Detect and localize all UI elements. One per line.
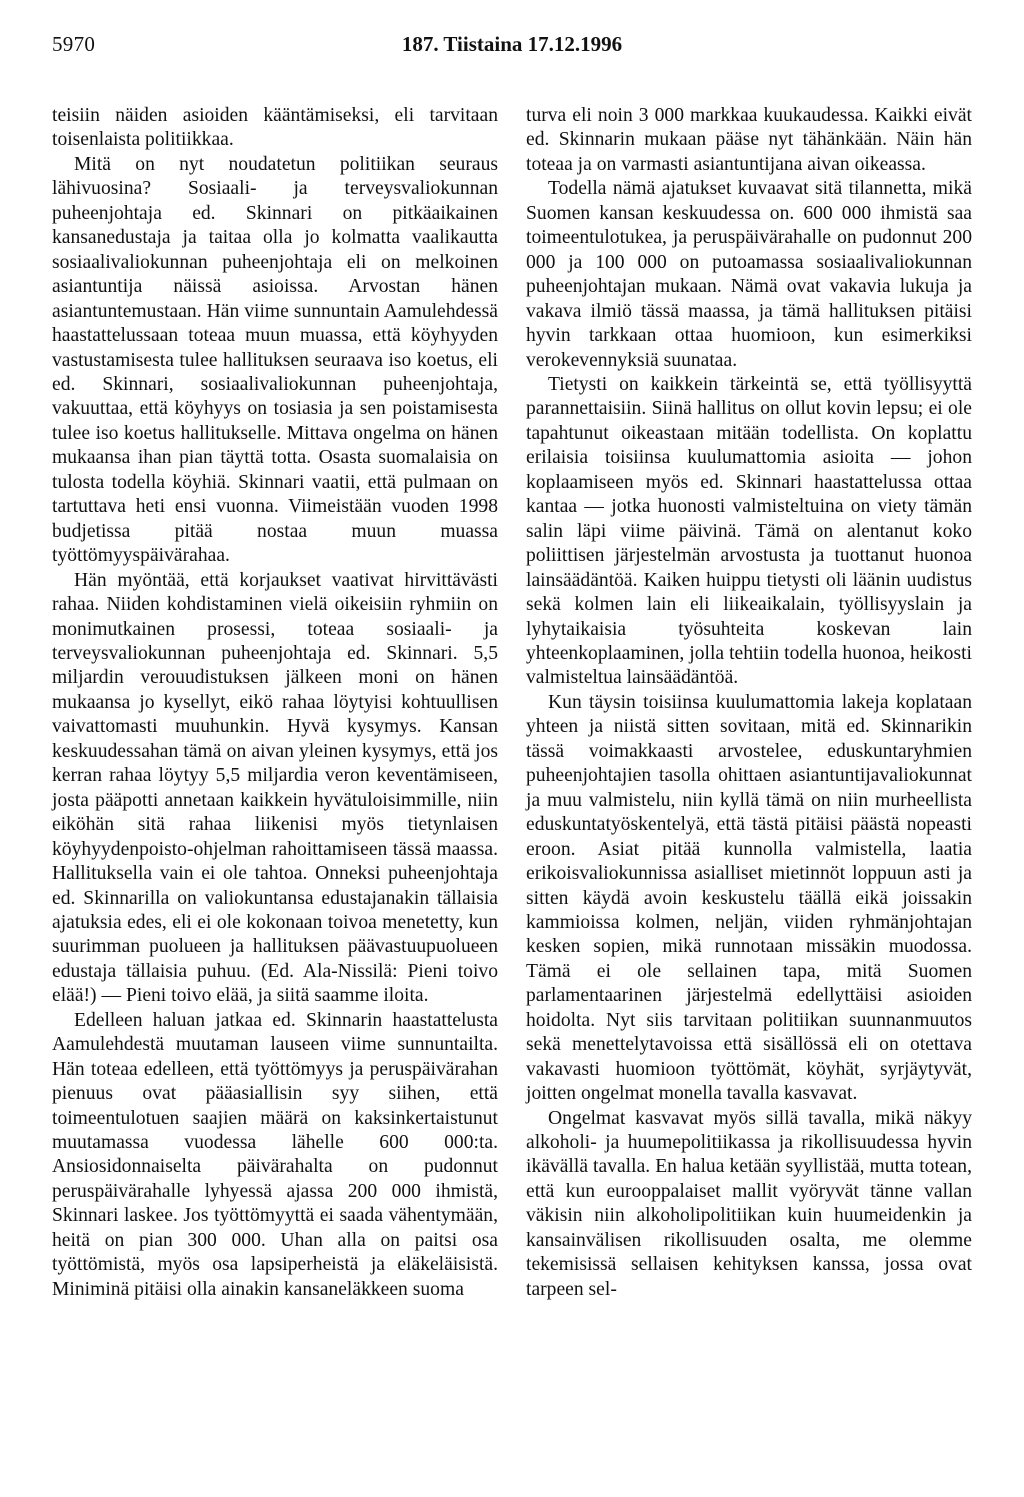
text-columns — [52, 104, 972, 1474]
paragraph: teisiin näiden asioiden kääntämiseksi, eli tarvitaan toisenlaista politiikkaa. — [52, 105, 498, 151]
paragraph: Tietysti on kaikkein tärkeintä se, että työllisyyttä parannettaisiin. Siinä hallitus on ollut kovin lepsu; ei ole tapahtunut oikeastaan mitään todellista. On koplattu erilaisia toisiinsa kuulumattomia asioita — johon koplaamiseen myös ed. Skinnari haastattelussa ottaa kantaa — jotka huonosti valmisteltuina on viety tämän salin läpi viime päivinä. Tämä on alentanut koko poliittisen järjestelmän arvostusta ja tuottanut huonoa lainsäädäntöä. Kaiken huippu tietysti oli läänin uudistus sekä kolmen lain eli liikeaikalain, työllisyyslain ja lyhytaikaisia työsuhteita koskevan lain yhteenkoplaaminen, jolla tehtiin todella huonoa, heikosti valmisteltua lainsäädäntöä. — [526, 373, 972, 689]
paragraph: Kun täysin toisiinsa kuulumattomia lakeja koplataan yhteen ja niistä sitten sovitaan, mitä ed. Skinnarikin tässä voimakkaasti arvostelee, eduskuntaryhmien puheenjohtajien tasolla ohittaen asiantuntijavaliokunnat ja muu valmistelu, niin kyllä tämä on niin murheellista eduskuntatyöskentelyä, että tästä pitäisi päästä nopeasti eroon. Asiat pitää kunnolla valmistella, laatia erikoisvaliokunnissa asialliset mietinnöt loppuun asti ja sitten käydä avoin keskustelu täällä eikä joissakin kammioissa kolmen, neljän, viiden ryhmänjohtajan kesken sopien, mikä runnotaan missäkin muodossa. Tämä ei ole sellainen tapa, mitä Suomen parlamentaarinen järjestelmä edellyttäisi asioiden hoidolta. Nyt siis tarvitaan politiikan suunnanmuutos sekä menettelytavoissa että sisällössä eli on otettava vakavasti huomioon työttömät, köyhät, syrjäytyvät, joitten ongelmat monella tavalla kasvavat. — [526, 691, 972, 1105]
paragraph: Hän myöntää, että korjaukset vaativat hirvittävästi rahaa. Niiden kohdistaminen vielä oikeisiin ryhmiin on monimutkainen prosessi, toteaa sosiaali- ja terveysvaliokunnan puheenjohtaja ed. Skinnari. 5,5 miljardin verouudistuksen jälkeen moni on hänen mukaansa jo kysellyt, eikö rahaa löytyisi kohtuullisen vaivattomasti muuhunkin. Hyvä kysymys. Kansan keskuudessahan tämä on aivan yleinen kysymys, että jos kerran rahaa löytyy 5,5 miljardia veron keventämiseen, josta pääpotti annetaan kaikkein hyvätuloisimmille, niin eiköhän sitä rahaa liikenisi myös tietynlaisen köyhyydenpoisto-ohjelman rahoittamiseen tässä maassa. Hallituksella vain ei ole tahtoa. Onneksi puheenjohtaja ed. Skinnarilla on valiokuntansa edustajanakin tällaisia ajatuksia edes, eli ei ole kokonaan toivoa menetetty, kun suurimman puolueen ja hallituksen päävastuupuolueen edustaja tällaisia puhuu. (Ed. Ala-Nissilä: Pieni toivo elää!) — Pieni toivo elää, ja siitä saamme iloita. — [52, 569, 498, 1007]
left-column — [52, 104, 498, 1474]
paragraph: Edelleen haluan jatkaa ed. Skinnarin haastattelusta Aamulehdestä muutaman lauseen viime sunnuntailta. Hän toteaa edelleen, että työttömyys ja peruspäivärahan pienuus ovat pääasiallisin syy siihen, että toimeentulotuen saajien määrä on kaksinkertaistunut muutamassa vuodessa lähelle 600 000:ta. Ansiosidonnaiselta päivärahalta on pudonnut peruspäivärahalle lyhyessä ajassa 200 000 ihmistä, Skinnari laskee. Jos työttömyyttä ei saada vähentymään, heitä on pian 300 000. Uhan alla on paitsi osa työttömistä, myös osa lapsiperheistä ja eläkeläisistä. Miniminä pitäisi olla ainakin kansaneläkkeen suoma — [52, 1009, 498, 1300]
page-header — [52, 32, 972, 72]
paragraph: Mitä on nyt noudatetun politiikan seuraus lähivuosina? Sosiaali- ja terveysvaliokunnan puheenjohtaja ed. Skinnari on pitkäaikainen kansanedustaja ja taitaa olla jo kolmatta vaalikautta sosiaalivaliokunnan puheenjohtaja eli on melkoinen asiantuntija näissä asioissa. Arvostan hänen asiantuntemustaan. Hän viime sunnuntain Aamulehdessä haastattelussaan toteaa muun muassa, että köyhyyden vastustamisesta tulee hallituksen seuraava iso koetus, eli ed. Skinnari, sosiaalivaliokunnan puheenjohtaja, vakuuttaa, että köyhyys on tosiasia ja sen poistamisesta tulee iso koetus hallitukselle. Mittava ongelma on hänen mukaansa ihan pian täyttä totta. Osasta suomalaisia on tulosta todella köyhiä. Skinnari vaatii, että pulmaan on tartuttava heti ensi vuonna. Viimeistään vuoden 1998 budjetissa pitää nostaa muun muassa työttömyyspäivärahaa. — [52, 153, 498, 567]
paragraph: turva eli noin 3 000 markkaa kuukaudessa. Kaikki eivät ed. Skinnarin mukaan pääse nyt tähänkään. Näin hän toteaa ja on varmasti asiantuntijana aivan oikeassa. — [526, 105, 972, 175]
paragraph: Todella nämä ajatukset kuvaavat sitä tilannetta, mikä Suomen kansan keskuudessa on. 600 000 ihmistä saa toimeentulotukea, ja peruspäivärahalle on pudonnut 200 000 ja 100 000 on putoamassa sosiaalivaliokunnan puheenjohtajan mukaan. Nämä ovat vakavia lukuja ja vakava ilmiö tässä maassa, ja tämä hallituksen pitäisi hyvin tarkkaan ottaa huomioon, kun esimerkiksi verokevennyksiä suunataa. — [526, 178, 972, 371]
session-date-heading: 187. Tiistaina 17.12.1996 — [401, 32, 623, 56]
right-column — [526, 104, 972, 1474]
page-number: 5970 — [52, 32, 96, 56]
paragraph: Ongelmat kasvavat myös sillä tavalla, mikä näkyy alkoholi- ja huumepolitiikassa ja rikollisuudessa hyvin ikävällä tavalla. En halua ketään syyllistää, mutta totean, että kun eurooppalaiset mallit vyöryvät tänne vallan väkisin niin alkoholipolitiikan kuin huumeidenkin ja kansainvälisen rikollisuuden osalta, me olemme tekemisissä sellaisen kehityksen kanssa, jossa ovat tarpeen sel- — [526, 1107, 972, 1300]
